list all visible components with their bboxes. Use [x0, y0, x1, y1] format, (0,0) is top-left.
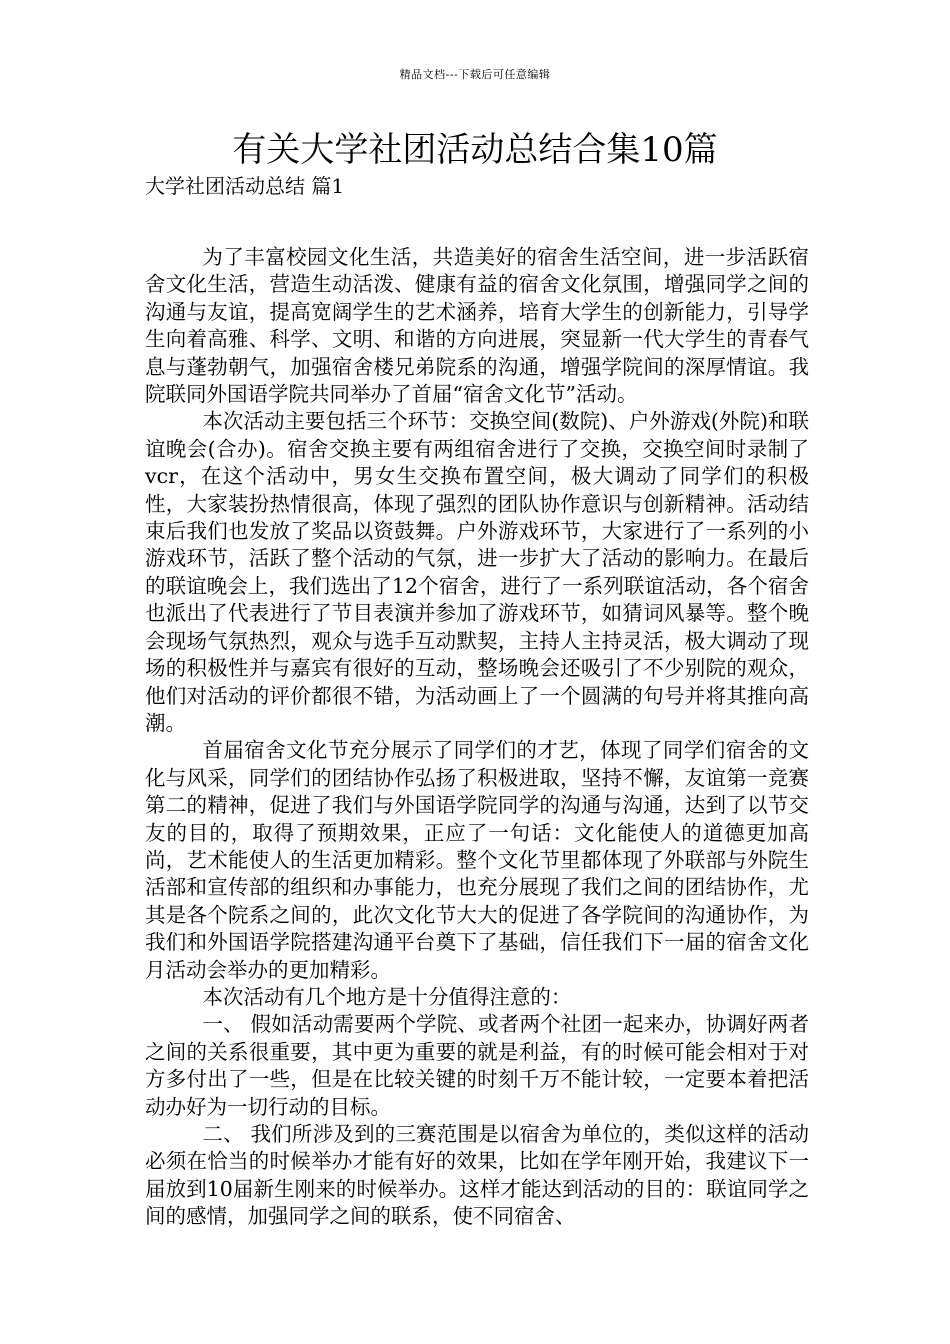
document-body	[145, 244, 809, 1231]
document-title: 有关大学社团活动总结合集10篇	[232, 130, 718, 170]
paragraph-notes-intro: 本次活动有几个地方是十分值得注意的：	[202, 984, 572, 1009]
paragraph-activities: 本次活动主要包括三个环节：交换空间(数院)、户外游戏(外院)和联谊晚会(合办)。宿舍交换主要有两组宿舍进行了交换，交换空间时录制了vcr，在这个活动中，男女生交换布置空间，极大调动了同学们的积极性，大家装扮热情很高，体现了强烈的团队协作意识与创新精神。活动结束后我们也发放了奖品以资鼓舞。户外游戏环节，大家进行了一系列的小游戏环节，活跃了整个活动的气氛，进一步扩大了活动的影响力。在最后的联谊晚会上，我们选出了12个宿舍，进行了一系列联谊活动，各个宿舍也派出了代表进行了节目表演并参加了游戏环节，如猜词风暴等。整个晚会现场气氛热烈，观众与选手互动默契，主持人主持灵活，极大调动了现场的积极性并与嘉宾有很好的互动，整场晚会还吸引了不少别院的观众，他们对活动的评价都很不错，为活动画上了一个圆满的句号并将其推向高潮。	[145, 409, 809, 735]
page-header-note: 精品文档---下载后可任意编辑	[399, 68, 551, 81]
section-title: 大学社团活动总结 篇1	[145, 174, 345, 198]
paragraph-note-one: 一、 假如活动需要两个学院、或者两个社团一起来办，协调好两者之间的关系很重要，其中更为重要的就是利益，有的时候可能会相对于对方多付出了一些，但是在比较关键的时刻千万不能计较，一定要本着把活动办好为一切行动的目标。	[145, 1012, 809, 1119]
paragraph-results: 首届宿舍文化节充分展示了同学们的才艺，体现了同学们宿舍的文化与风采，同学们的团结协作弘扬了积极进取，坚持不懈，友谊第一竞赛第二的精神，促进了我们与外国语学院同学的沟通与沟通，达到了以节交友的目的，取得了预期效果，正应了一句话：文化能使人的道德更加高尚，艺术能使人的生活更加精彩。整个文化节里都体现了外联部与外院生活部和宣传部的组织和办事能力，也充分展现了我们之间的团结协作，尤其是各个院系之间的，此次文化节大大的促进了各学院间的沟通协作，为我们和外国语学院搭建沟通平台奠下了基础，信任我们下一届的宿舍文化月活动会举办的更加精彩。	[145, 738, 809, 982]
paragraph-note-two: 二、 我们所涉及到的三赛范围是以宿舍为单位的，类似这样的活动必须在恰当的时候举办才能有好的效果，比如在学年刚开始，我建议下一届放到10届新生刚来的时候举办。这样才能达到活动的目的：联谊同学之间的感情，加强同学之间的联系，使不同宿舍、	[145, 1122, 809, 1229]
paragraph-intro: 为了丰富校园文化生活，共造美好的宿舍生活空间，进一步活跃宿舍文化生活，营造生动活泼、健康有益的宿舍文化氛围，增强同学之间的沟通与友谊，提高宽阔学生的艺术涵养，培育大学生的创新能力，引导学生向着高雅、科学、文明、和谐的方向进展，突显新一代大学生的青春气息与蓬勃朝气，加强宿舍楼兄弟院系的沟通，增强学院间的深厚情谊。我院联同外国语学院共同举办了首届“宿舍文化节”活动。	[145, 245, 809, 407]
